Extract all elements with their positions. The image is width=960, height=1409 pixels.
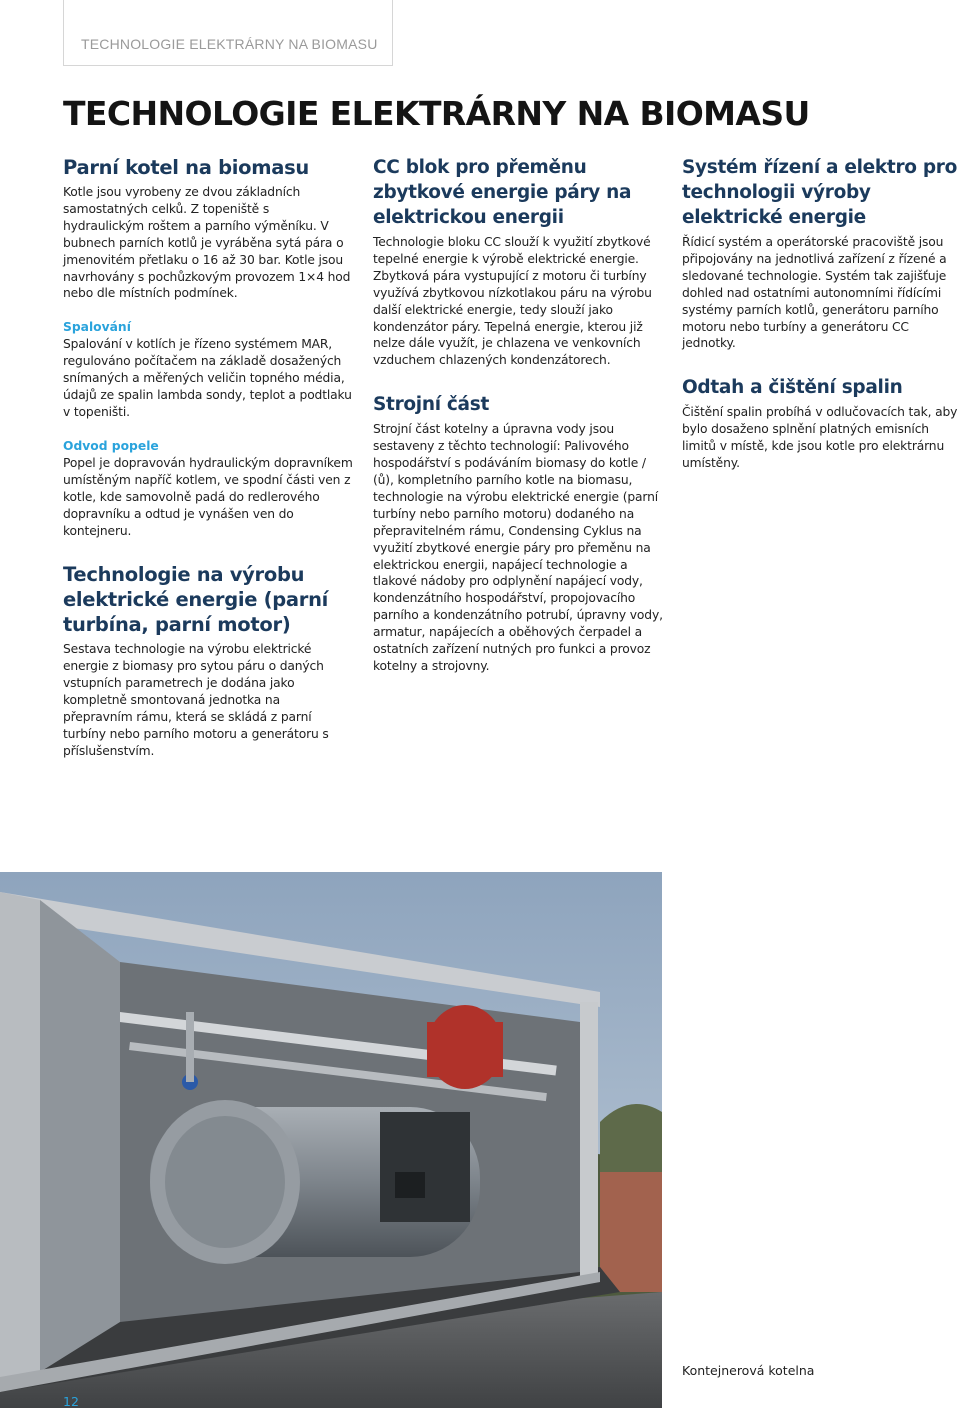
body-ash-removal: Popel je dopravován hydraulickým dopravníkem umístěným napříč kotlem, ve spodní části ven z kotle, kde samovolně padá do redlerového dopravníku a odtud je vynášen ven do kontejneru. [63,455,353,538]
column-right [682,155,960,472]
figure-caption: Kontejnerová kotelna [682,1363,815,1378]
section-heading-boiler: Parní kotel na biomasu [63,156,309,179]
column-middle [373,155,668,675]
section-body-control-system: Řídicí systém a operátorské pracoviště jsou připojovány na jednotlivá zařízení z řízené a sledované technologie. Systém tak zajišťuje dohled nad ostatními autonomními řídícími systémy parních kotlů, generátoru parního motoru nebo turbíny a generátoru CC jednotky. [682,235,947,351]
container-boiler-photo [0,872,662,1408]
section-body-boiler: Kotle jsou vyrobeny ze dvou základních samostatných celků. Z topeniště s hydraulickým roštem a parního výměníku. V bubnech parních kotlů je vyráběna sytá pára o jmenovitém přetlaku o 16 až 30 bar. Kotle jsou navrhovány s pochůzkovým provozem 1×4 hod nebo dle místních podmínek. [63,185,351,301]
section-heading-power-generation: Technologie na výrobu elektrické energie (parní turbína, parní motor) [63,563,329,637]
section-body-flue-gas: Čištění spalin probíhá v odlučovacích tak, aby bylo dosaženo splnění platných emisních limitů v místě, kde jsou kotle pro elektrárnu umístěny. [682,405,958,471]
section-body-power-generation: Sestava technologie na výrobu elektrické energie z biomasy pro sytou páru o daných vstupních parametrech je dodána jako kompletně smontovaná jednotka na přepravním rámu, která se skládá z parní turbíny nebo parního motoru a generátoru s příslušenstvím. [63,642,329,758]
subheading-combustion: Spalování [63,320,131,335]
section-body-cc-block: Technologie bloku CC slouží k využití zbytkové tepelné energie k výrobě elektrické energie. Zbytková pára vystupující z motoru či turbíny využívá zbytkovou nízkotlakou páru na výrobu další elektrické energie, tedy slouží jako kondenzátor páry. Tepelná energie, kterou již nelze dále využít, je chlazena ve venkovních vzduchem chlazených kondenzátorech. [373,235,652,368]
column-left [63,155,353,760]
section-heading-machinery: Strojní část [373,394,489,416]
body-combustion: Spalování v kotlích je řízeno systémem MAR, regulováno počítačem na základě dosažených snímaných a měřených veličin topného média, údajů ze spalin lambda sondy, teplot a podtlaku v topeništi. [63,337,352,419]
section-heading-flue-gas: Odtah a čištění spalin [682,377,903,399]
section-heading-cc-block: CC blok pro přeměnu zbytkové energie páry na elektrickou energii [373,157,632,228]
container-boiler-illustration [0,872,662,1408]
running-header [63,0,393,66]
subheading-ash-removal: Odvod popele [63,438,159,453]
section-body-machinery: Strojní část kotelny a úpravna vody jsou sestaveny z těchto technologií: Palivového hospodářství s podáváním biomasy do kotle / (ů), kompletního parního kotle na biomasu, technologie na výrobu elektrické energie (parní turbíny nebo parního motoru) dodaného na přepravitelném rámu, Condensing Cyklus na využití zbytkové energie páry pro přeměnu na elektrickou energii, napájecí technologie a tlakové nádoby pro odplynění napájecí vody, kondenzátního hospodářství, propojovacího parního a kondenzátního potrubí, úpravny vody, armatur, napájecích a oběhových čerpadel a ostatních zařízení nutných pro funkci a provoz kotelny a strojovny. [373,422,663,673]
section-heading-control-system: Systém řízení a elektro pro technologii výroby elektrické energie [682,157,957,228]
page-number: 12 [63,1394,79,1409]
running-title: TECHNOLOGIE ELEKTRÁRNY NA BIOMASU [81,36,378,52]
page-title: TECHNOLOGIE ELEKTRÁRNY NA BIOMASU [63,94,810,133]
